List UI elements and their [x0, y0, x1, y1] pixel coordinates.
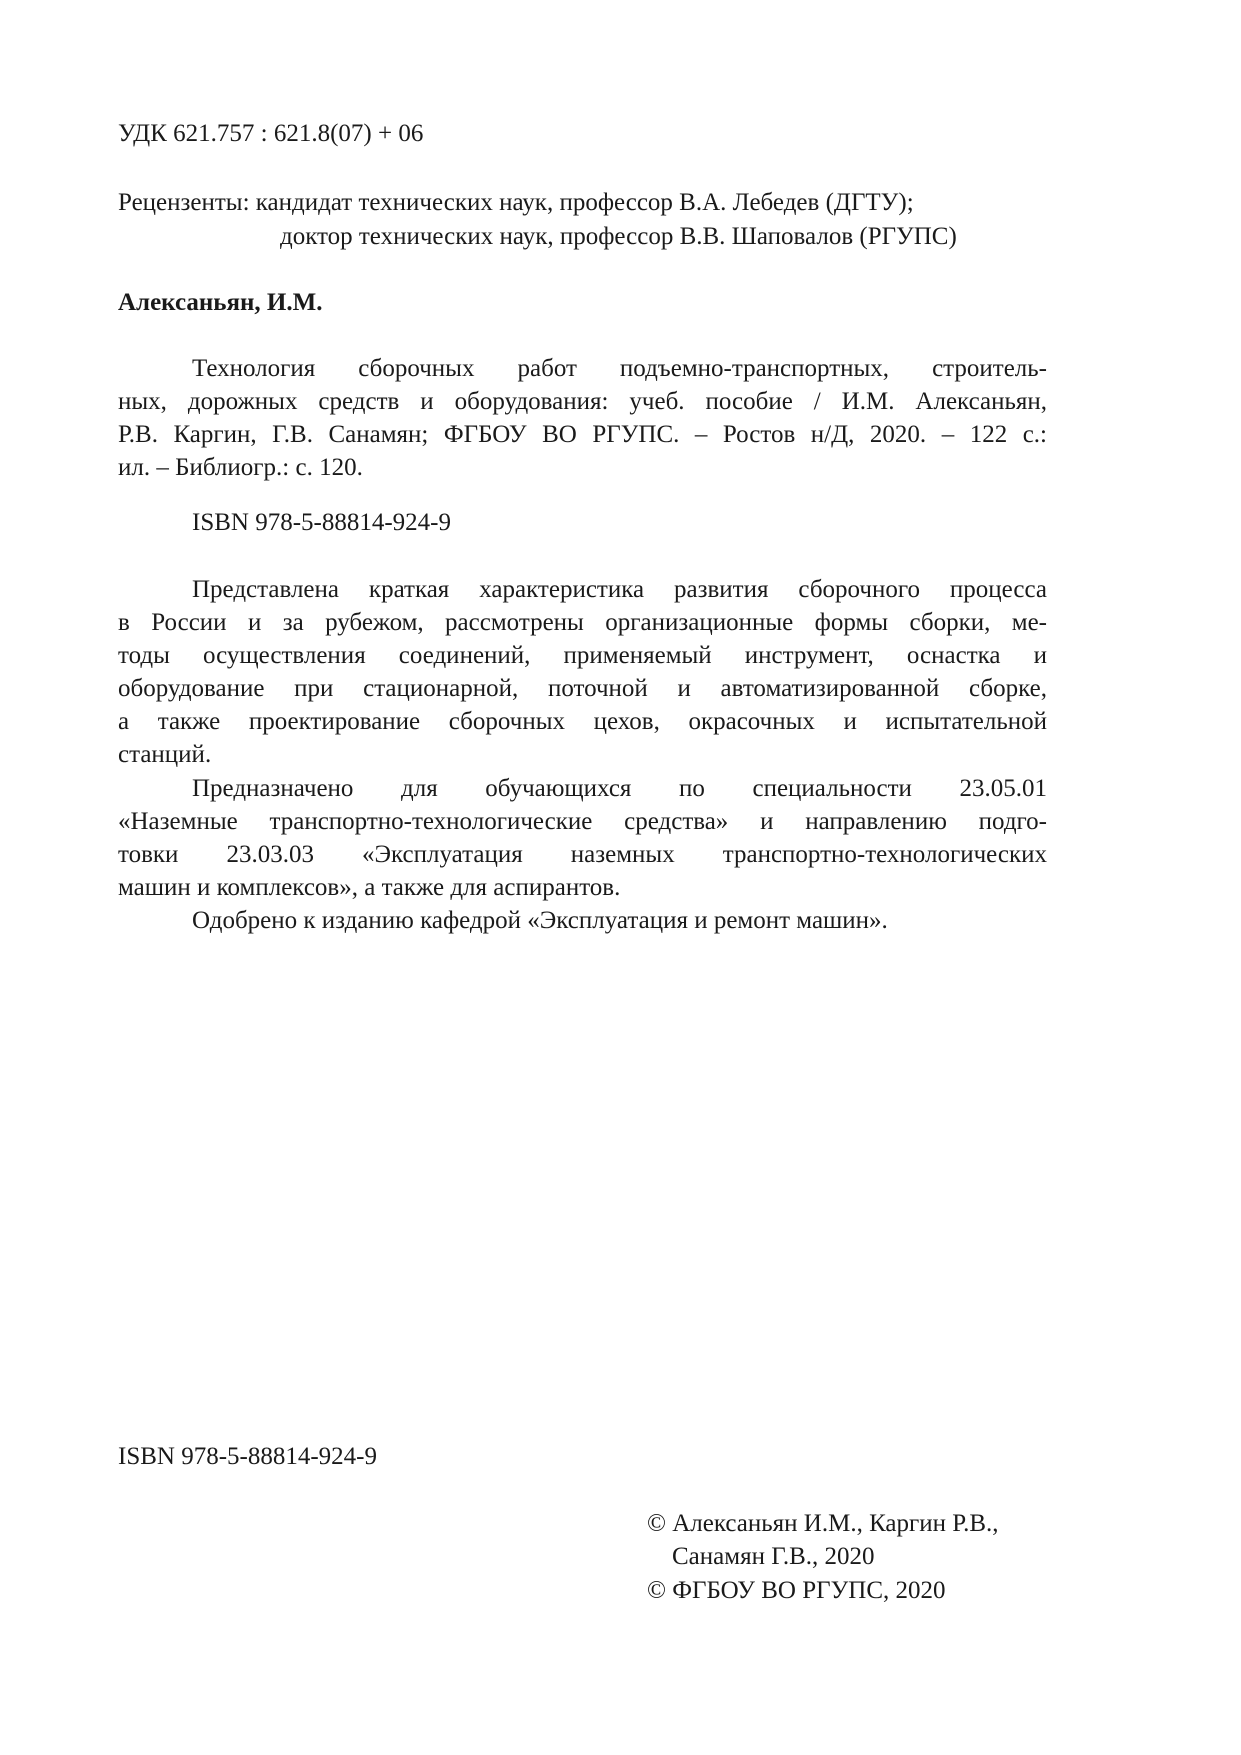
bibliographic-line: ных, дорожных средств и оборудования: учеб. пособие / И.М. Алексаньян, — [118, 388, 1047, 415]
annotation-line: оборудование при стационарной, поточной и автоматизированной сборке, — [118, 675, 1047, 702]
copyright-line-2: Санамян Г.В., 2020 — [672, 1543, 875, 1570]
annotation-line: а также проектирование сборочных цехов, окрасочных и испытательной — [118, 708, 1047, 735]
annotation-line: «Наземные транспортно-технологические средства» и направлению подго- — [118, 808, 1047, 835]
reviewers-line-1: Рецензенты: кандидат технических наук, профессор В.А. Лебедев (ДГТУ); — [118, 189, 914, 216]
reviewers-line-2: доктор технических наук, профессор В.В. Шаповалов (РГУПС) — [280, 223, 957, 250]
annotation-line: станций. — [118, 741, 212, 768]
bibliographic-line: ил. – Библиогр.: с. 120. — [118, 454, 363, 481]
annotation-line: машин и комплексов», а также для аспирантов. — [118, 874, 621, 901]
copyright-line-3: © ФГБОУ ВО РГУПС, 2020 — [647, 1577, 946, 1604]
copyright-line-1: © Алексаньян И.М., Каргин Р.В., — [647, 1510, 999, 1537]
annotation-line: товки 23.03.03 «Эксплуатация наземных транспортно-технологических — [118, 841, 1047, 868]
bibliographic-line: Технология сборочных работ подъемно-транспортных, строитель- — [192, 355, 1047, 382]
annotation-line: в России и за рубежом, рассмотрены организационные формы сборки, ме- — [118, 609, 1047, 636]
isbn-top: ISBN 978-5-88814-924-9 — [192, 509, 452, 536]
author-heading: Алексаньян, И.М. — [118, 289, 323, 316]
isbn-bottom: ISBN 978-5-88814-924-9 — [118, 1443, 378, 1470]
udk-line: УДК 621.757 : 621.8(07) + 06 — [118, 120, 424, 147]
annotation-line: Предназначено для обучающихся по специальности 23.05.01 — [192, 775, 1047, 802]
annotation-line: Одобрено к изданию кафедрой «Эксплуатация и ремонт машин». — [192, 907, 888, 934]
annotation-line: Представлена краткая характеристика развития сборочного процесса — [192, 576, 1047, 603]
bibliographic-line: Р.В. Каргин, Г.В. Санамян; ФГБОУ ВО РГУПС. – Ростов н/Д, 2020. – 122 с.: — [118, 421, 1047, 448]
annotation-line: тоды осуществления соединений, применяемый инструмент, оснастка и — [118, 642, 1047, 669]
